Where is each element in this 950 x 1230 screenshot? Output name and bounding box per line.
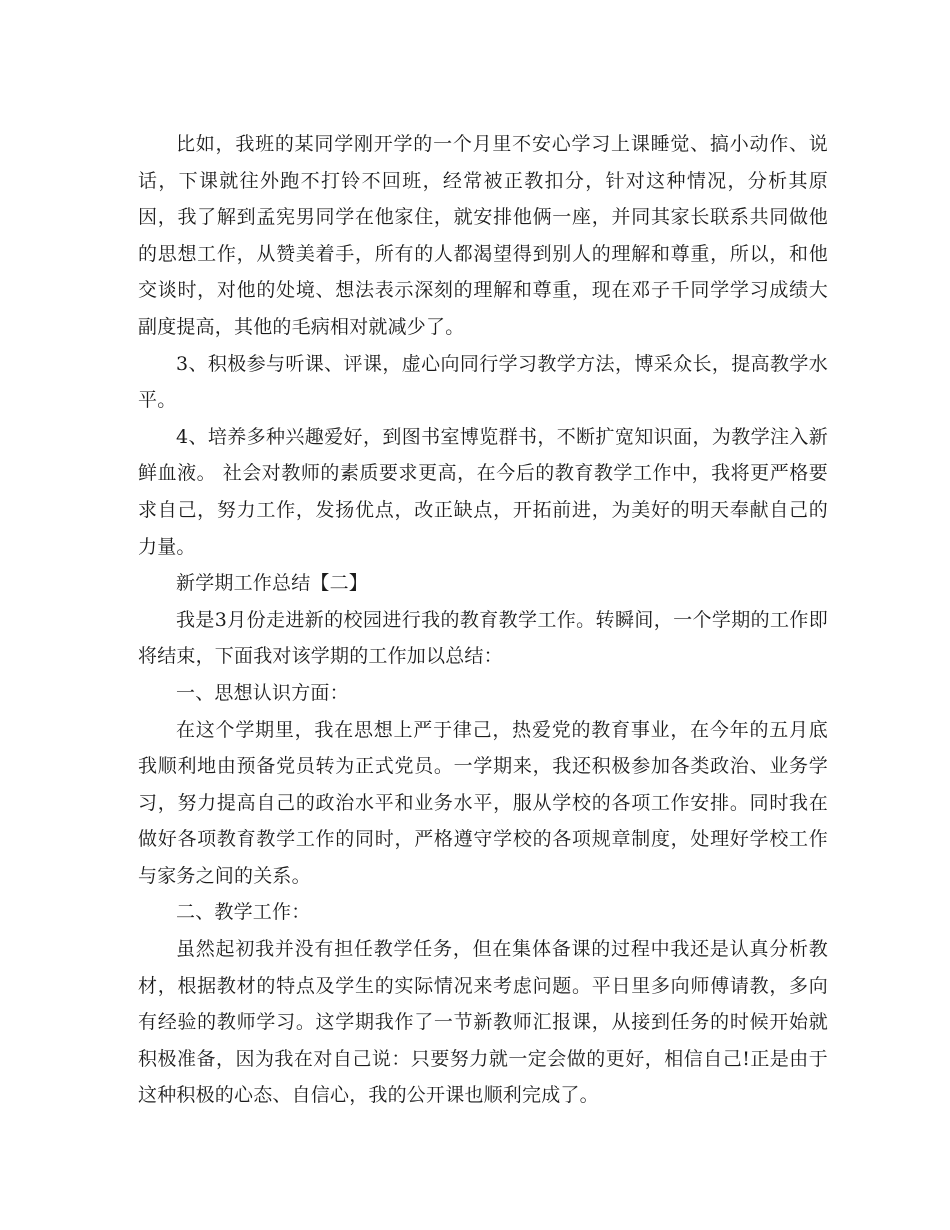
paragraph-praise-student: 比如，我班的某同学刚开学的一个月里不安心学习上课睡觉、搞小动作、说话，下课就往外跑不打铃不回班，经常被正教扣分，针对这种情况，分析其原因，我了解到孟宪男同学在他家住，就安排他俩一座，并同其家长联系共同做他的思想工作，从赞美着手，所有的人都渴望得到别人的理解和尊重，所以，和他交谈时，对他的处境、想法表示深刻的理解和尊重，现在邓子千同学学习成绩大副度提高，其他的毛病相对就减少了。 (138, 133, 828, 338)
paragraph-thought: 在这个学期里，我在思想上严于律己，热爱党的教育事业，在今年的五月底我顺利地由预备党员转为正式党员。一学期来，我还积极参加各类政治、业务学习，努力提高自己的政治水平和业务水平，服从学校的各项工作安排。同时我在做好各项教育教学工作的同时，严格遵守学校的各项规章制度，处理好学校工作与家务之间的关系。 (138, 718, 828, 887)
paragraph-item-3: 3、积极参与听课、评课，虚心向同行学习教学方法，博采众长，提高教学水平。 (138, 352, 828, 412)
heading-teaching: 二、教学工作： (176, 901, 311, 924)
heading-thought: 一、思想认识方面： (176, 681, 349, 704)
paragraph-item-4: 4、培养多种兴趣爱好，到图书室博览群书，不断扩宽知识面，为教学注入新鲜血液。 社会对教师的素质要求更高，在今后的教育教学工作中，我将更严格要求自己，努力工作，发扬优点，改正缺点，开拓前进，为美好的明天奉献自己的力量。 (138, 425, 828, 558)
paragraph-teaching: 虽然起初我并没有担任教学任务，但在集体备课的过程中我还是认真分析教材，根据教材的特点及学生的实际情况来考虑问题。平日里多向师傅请教，多向有经验的教师学习。这学期我作了一节新教师汇报课，从接到任务的时候开始就积极准备，因为我在对自己说：只要努力就一定会做的更好，相信自己!正是由于这种积极的心态、自信心，我的公开课也顺利完成了。 (138, 938, 828, 1107)
section-title-two: 新学期工作总结【二】 (176, 572, 369, 595)
paragraph-intro: 我是3月份走进新的校园进行我的教育教学工作。转瞬间，一个学期的工作即将结束，下面我对该学期的工作加以总结： (138, 608, 828, 668)
document-page (138, 126, 828, 1114)
